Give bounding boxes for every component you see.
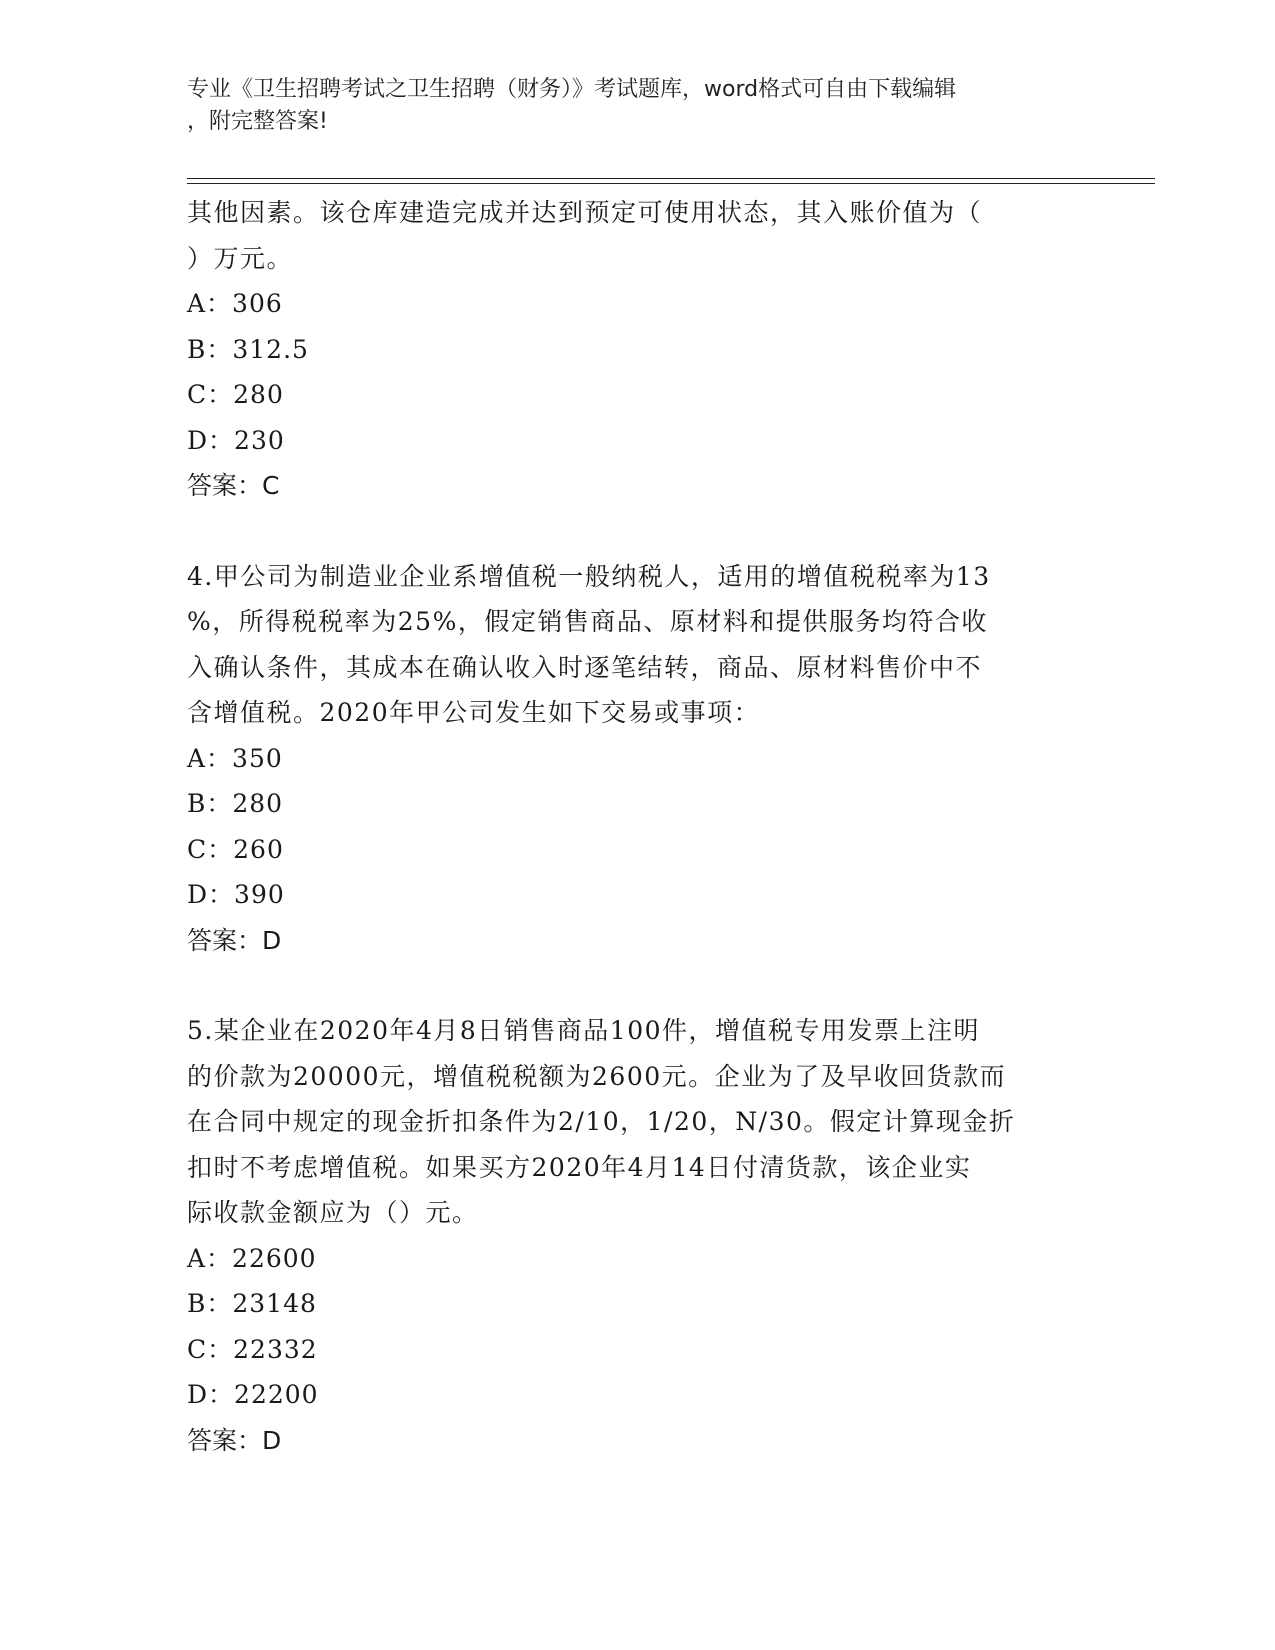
question-4-option-b: B：280 [187,789,284,818]
question-5-option-d: D：22200 [187,1380,319,1409]
question-4-text-line: %，所得税税率为25%，假定销售商品、原材料和提供服务均符合收 [187,607,988,636]
question-4-text-line: 入确认条件，其成本在确认收入时逐笔结转，商品、原材料售价中不 [187,652,983,682]
question-3 [187,190,1067,509]
question-3-option-d: D：230 [187,425,285,455]
question-5-option-c: C：22332 [187,1334,318,1364]
question-4-text-line: 4.甲公司为制造业企业系增值税一般纳税人，适用的增值税税率为13 [187,561,991,591]
question-5-text-line: 5.某企业在2020年4月8日销售商品100件，增值税专用发票上注明 [187,1016,981,1045]
question-4-answer: 答案：D [187,925,282,955]
spacer [187,509,1067,554]
question-3-answer: 答案：C [187,471,280,500]
document-header [187,74,1067,138]
question-5-option-b: B：23148 [187,1289,317,1318]
question-list [187,190,1067,1463]
question-5-option-a: A：22600 [187,1243,317,1273]
question-5-text-line: 的价款为20000元，增值税税额为2600元。企业为了及早收回货款而 [187,1061,1007,1091]
question-5-text-line: 在合同中规定的现金折扣条件为2/10，1/20，N/30。假定计算现金折 [187,1107,1016,1136]
header-line-2: ，附完整答案! [187,109,328,134]
question-3-option-b: B：312.5 [187,334,309,364]
question-4-text-line: 含增值税。2020年甲公司发生如下交易或事项： [187,698,761,727]
question-4-option-c: C：260 [187,834,284,864]
spacer [187,963,1067,1008]
question-5-answer: 答案：D [187,1425,282,1455]
question-5-text-line: 际收款金额应为（）元。 [187,1198,479,1227]
header-divider-top [187,178,1155,179]
header-line-1: 专业《卫生招聘考试之卫生招聘（财务）》考试题库，word格式可自由下载编辑 [187,77,957,102]
question-4-option-d: D：390 [187,880,285,909]
header-divider-bottom [187,183,1155,184]
question-4 [187,554,1067,964]
question-5-text-line: 扣时不考虑增值税。如果买方2020年4月14日付清货款，该企业实 [187,1152,972,1182]
question-3-option-c: C：280 [187,380,284,409]
question-3-text-line: 其他因素。该仓库建造完成并达到预定可使用状态，其入账价值为（ [187,198,983,227]
question-3-text-line: ）万元。 [187,243,294,273]
question-5 [187,1008,1067,1463]
question-4-option-a: A：350 [187,743,283,773]
question-3-option-a: A：306 [187,289,283,318]
